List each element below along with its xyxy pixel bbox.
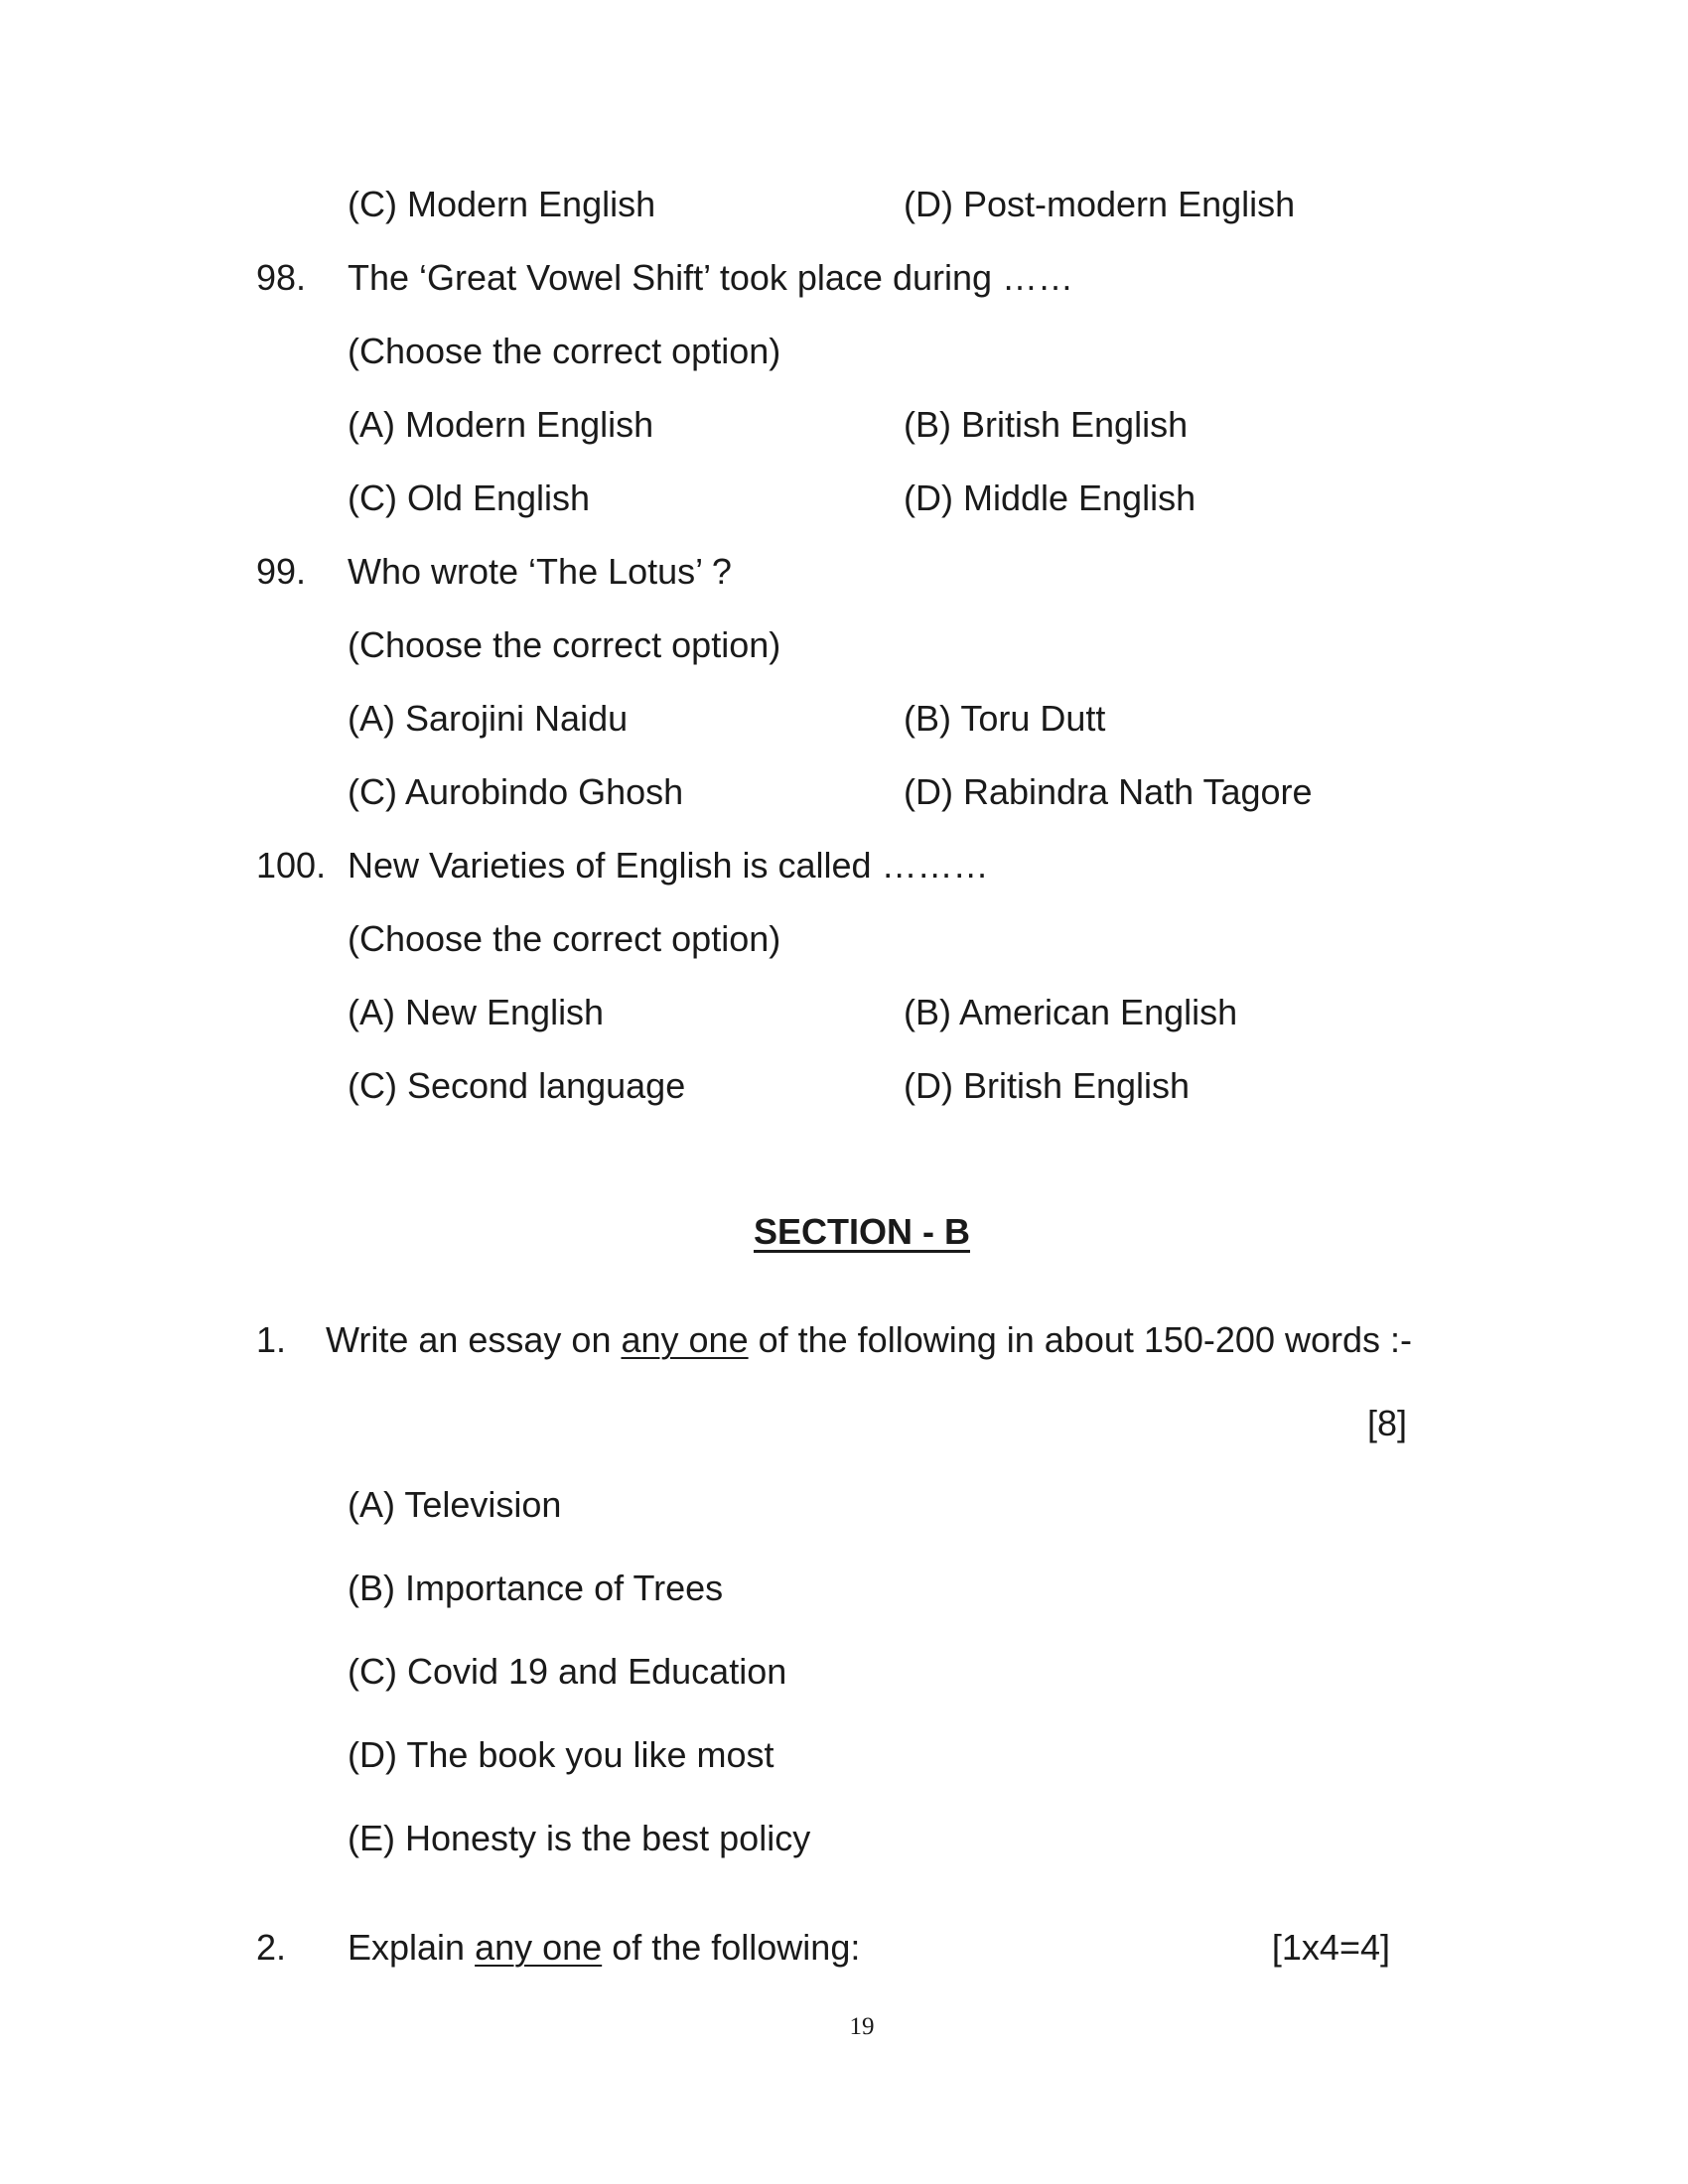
- essay-option-b: (B) Importance of Trees: [348, 1568, 724, 1608]
- section-b-q2-marks: [1x4=4]: [1271, 1927, 1390, 1968]
- q98-instruction: (Choose the correct option): [348, 331, 781, 371]
- section-b-q1-number: 1.: [256, 1319, 287, 1360]
- q100-option-b: (B) American English: [904, 992, 1238, 1032]
- q99-question: Who wrote ‘The Lotus’ ?: [348, 551, 732, 592]
- essay-option-a: (A) Television: [348, 1484, 562, 1525]
- essay-option-d: (D) The book you like most: [348, 1734, 774, 1775]
- page-number: 19: [849, 2013, 875, 2040]
- q99-option-a: (A) Sarojini Naidu: [348, 698, 629, 739]
- q100-number: 100.: [256, 845, 327, 886]
- q100-option-a: (A) New English: [348, 992, 605, 1032]
- q98-option-b: (B) British English: [904, 404, 1189, 445]
- q98-option-d: (D) Middle English: [904, 478, 1196, 518]
- q100-question: New Varieties of English is called ………: [348, 845, 989, 886]
- q2-text-before: Explain: [348, 1927, 476, 1968]
- essay-option-c: (C) Covid 19 and Education: [348, 1651, 787, 1692]
- q2-text-after: of the following:: [602, 1927, 861, 1968]
- q1-text-underlined: any one: [621, 1319, 749, 1360]
- section-b-heading: SECTION - B: [753, 1211, 970, 1252]
- q97-option-d: (D) Post-modern English: [904, 184, 1296, 224]
- q98-number: 98.: [256, 257, 307, 298]
- q98-question: The ‘Great Vowel Shift’ took place during ……: [348, 257, 1074, 298]
- q99-option-b: (B) Toru Dutt: [904, 698, 1106, 739]
- q99-number: 99.: [256, 551, 307, 592]
- q99-instruction: (Choose the correct option): [348, 624, 781, 665]
- section-b-q2-number: 2.: [256, 1927, 287, 1968]
- q100-option-c: (C) Second language: [348, 1065, 686, 1106]
- q99-option-c: (C) Aurobindo Ghosh: [348, 771, 684, 812]
- q2-text-underlined: any one: [475, 1927, 603, 1968]
- q1-text-before: Write an essay on: [326, 1319, 622, 1360]
- q98-option-a: (A) Modern English: [348, 404, 654, 445]
- q98-option-c: (C) Old English: [348, 478, 591, 518]
- section-b-q1-text: [326, 1318, 1412, 1362]
- q100-instruction: (Choose the correct option): [348, 918, 781, 959]
- q99-option-d: (D) Rabindra Nath Tagore: [904, 771, 1313, 812]
- q100-option-d: (D) British English: [904, 1065, 1191, 1106]
- q1-text-after: of the following in about 150-200 words :-: [748, 1319, 1413, 1360]
- section-b-q2-text: [348, 1926, 860, 1970]
- essay-option-e: (E) Honesty is the best policy: [348, 1818, 811, 1858]
- section-b-q1-marks: [8]: [1366, 1403, 1407, 1443]
- q97-option-c: (C) Modern English: [348, 184, 656, 224]
